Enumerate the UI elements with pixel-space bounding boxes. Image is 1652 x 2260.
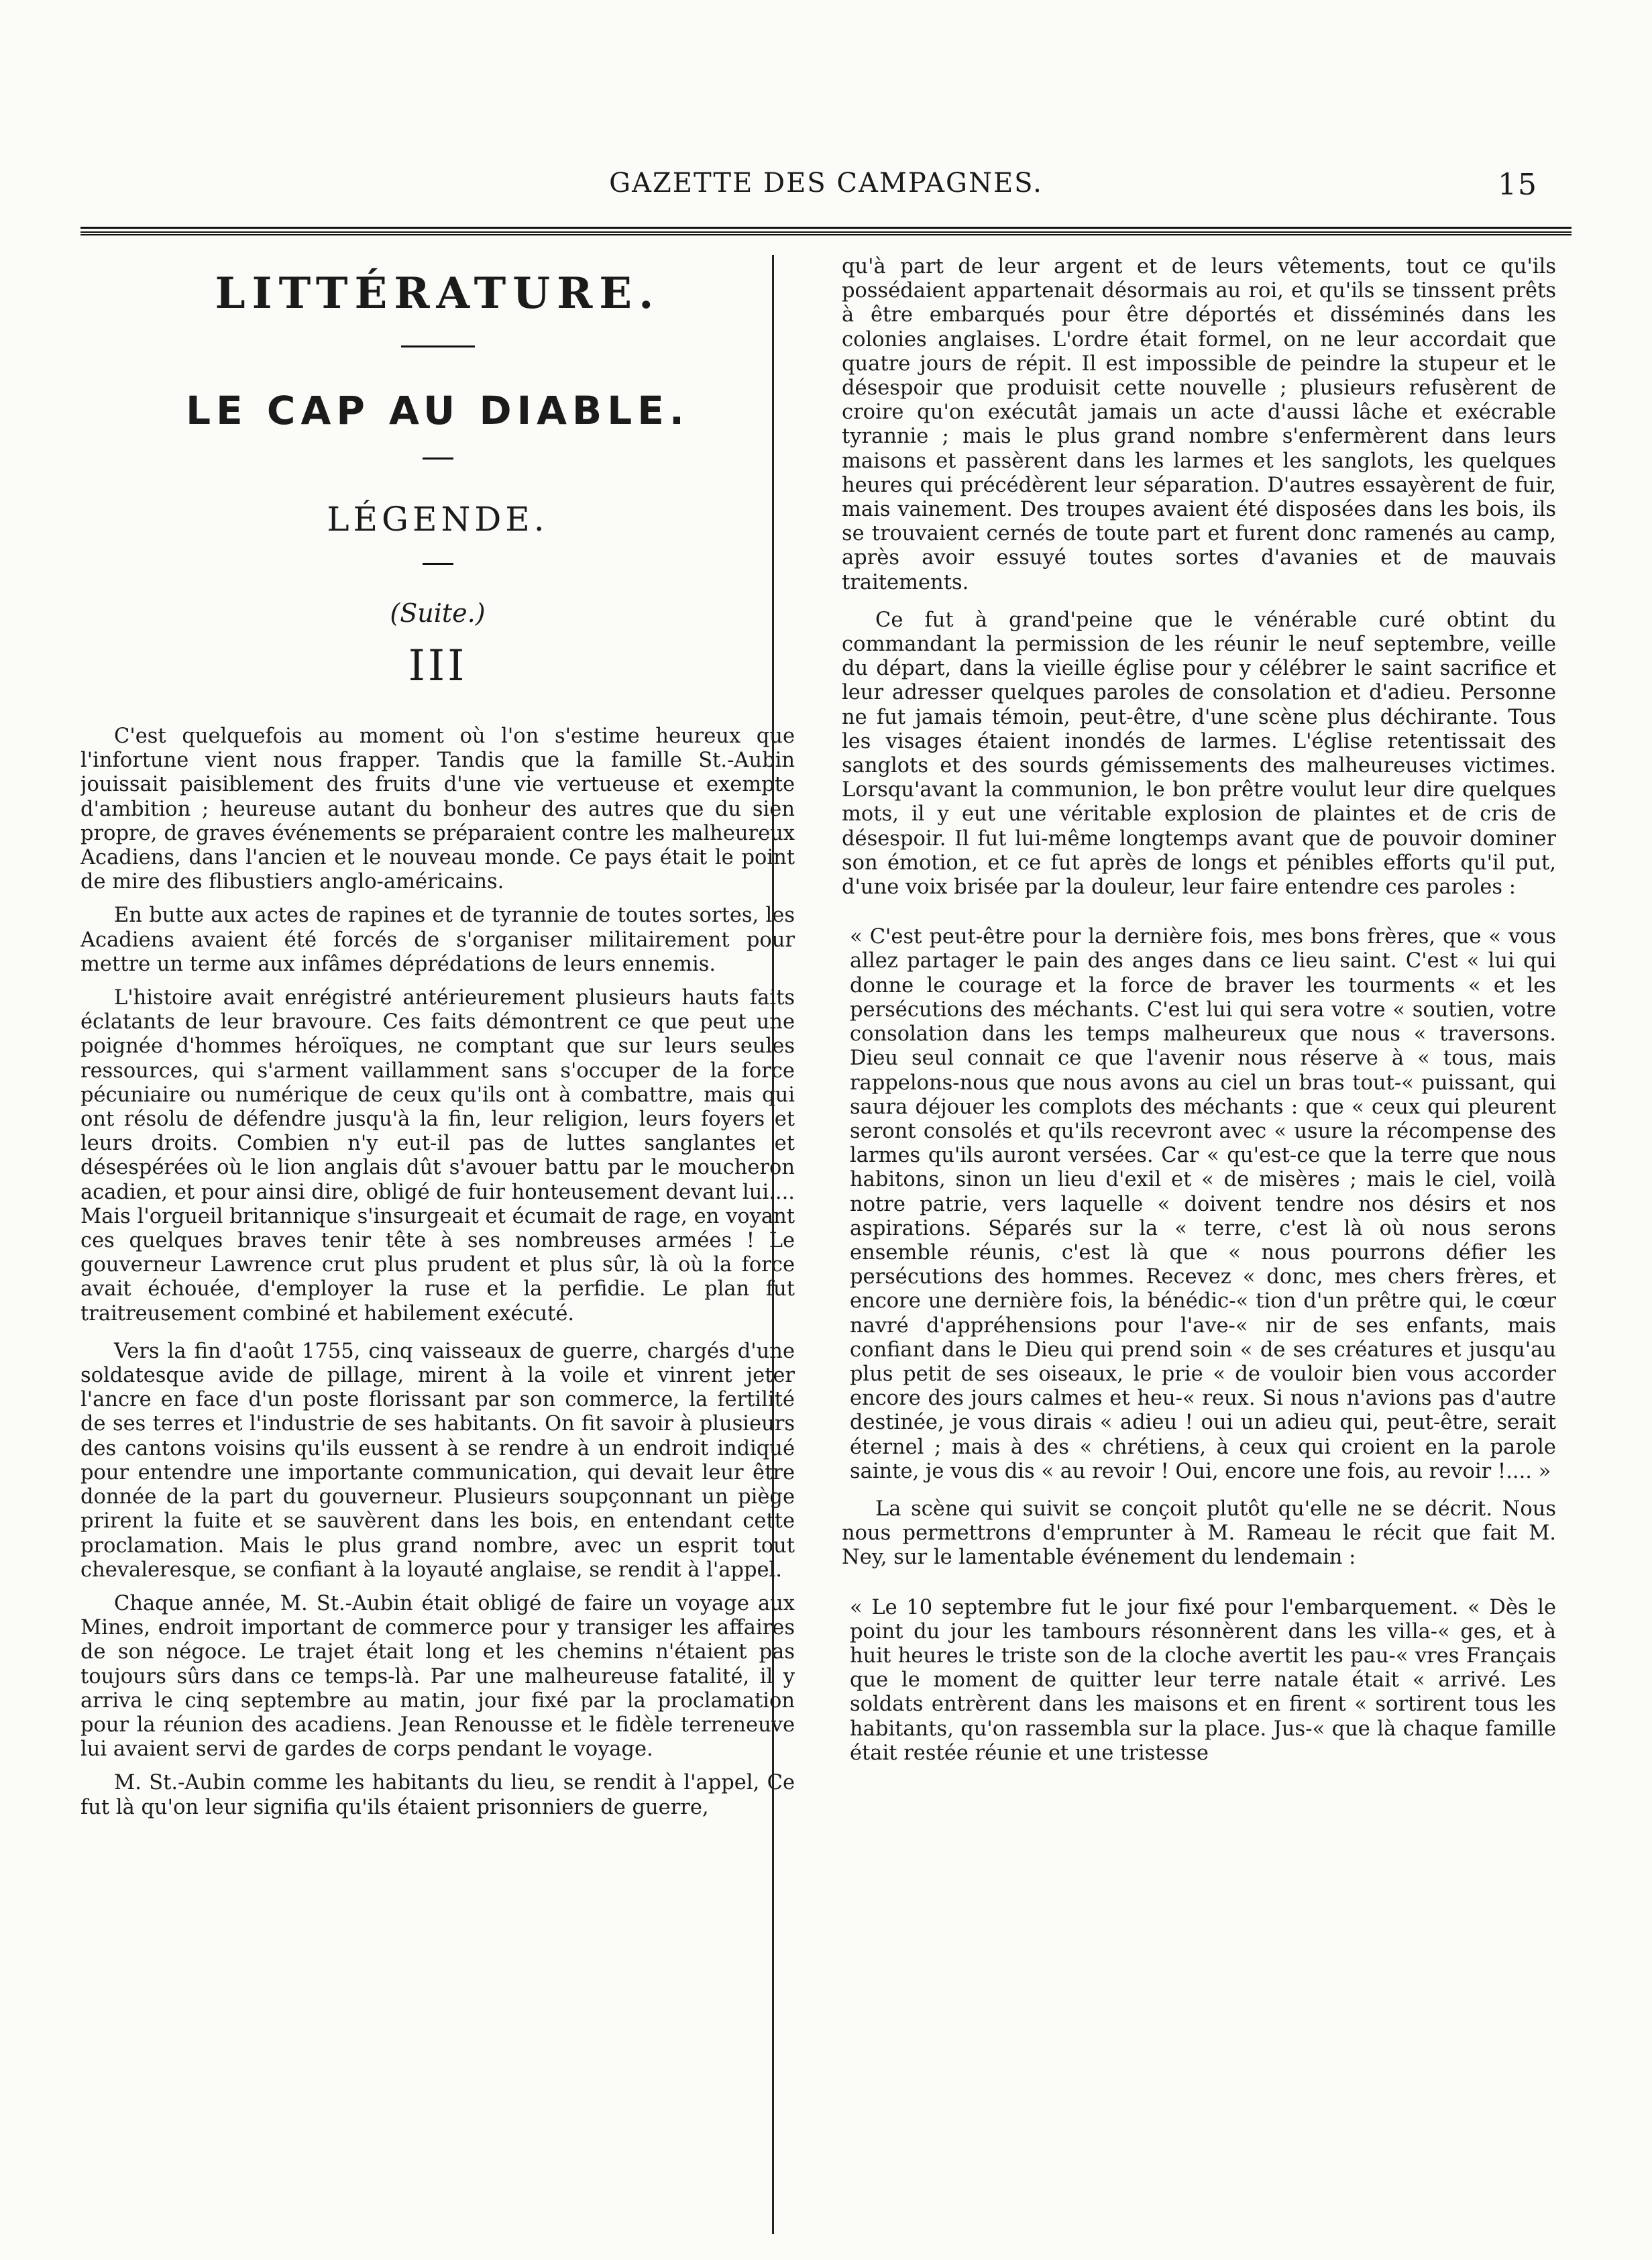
priest-speech: « C'est peut-être pour la dernière fois, mes bons frères, que « vous allez partager le pain des anges dans ce lieu saint. C'est « lui qui donne le courage et la force de braver les tourments « et les persécutions des méchants. C'est lui qui sera votre « soutien, votre consolation dans les temps malheureux que nous « traversons. Dieu seul connait ce que l'avenir nous réserve à « tous, mais rappelons-nous que nous avons au ciel un bras tout-« puissant, qui saura déjouer les complots des méchants : que « ceux qui pleurent seront consolés et qu'ils recevront avec « usure la récompense des larmes qu'ils auront versées. Car « qu'est-ce que la terre que nous habitons, sinon un lieu d'exil et « de misères ; mais le ciel, voilà notre patrie, vers laquelle « doivent tendre nos désirs et nos aspirations. Séparés sur la « terre, c'est là où nous serons ensemble réunis, c'est là que « nous pourrons défier les persécutions des hommes. Recevez « donc, mes chers frères, et encore une dernière fois, la bénédic-« tion d'un prêtre qui, le cœur navré d'appréhensions pour l'ave-« nir de ses enfants, mais confiant dans le Dieu qui prend soin « de ses créatures et jusqu'au plus petit de ses oiseaux, le prie « de vouloir bien vous accorder encore des jours calmes et heu-« reux. Si nous n'avions pas d'autre destinée, je vous dirais « adieu ! oui un adieu qui, peut-être, serait éternel ; mais à des « chrétiens, à ceux qui croient en la parole sainte, je vous dis « au revoir ! Oui, encore une fois, au revoir !.... » <box>850 925 1556 1483</box>
paragraph: C'est quelquefois au moment où l'on s'estime heureux que l'infortune vient nous frapper. Tandis que la famille St.-Aubin jouissait paisiblement des fruits d'une vie vertueuse et exempte d'ambition ; heureuse autant du bonheur des autres que du sien propre, de graves événements se préparaient contre les malheureux Acadiens, dans l'ancien et le nouveau monde. Ce pays était le point de mire des flibustiers anglo-américains. <box>80 724 795 894</box>
page-number: 15 <box>1498 168 1538 202</box>
paragraph: M. St.-Aubin comme les habitants du lieu, se rendit à l'appel, Ce fut là qu'on leur signifia qu'ils étaient prisonniers de guerre, <box>80 1771 795 1819</box>
paragraph: L'histoire avait enrégistré antérieurement plusieurs hauts faits éclatants de leur bravoure. Ces faits démontrent ce que peut une poignée d'hommes héroïques, ne comptant que sur leurs seules ressources, qui s'arment vaillamment sans s'occuper de la force pécuniaire ou numérique de ceux qu'ils ont à combattre, mais qui ont résolu de défendre jusqu'à la fin, leur religion, leurs foyers et leurs droits. Combien n'y eut-il pas de luttes sanglantes et désespérées où le lion anglais dût s'avouer battu par le moucheron acadien, et pour ainsi dire, obligé de fuir honteusement devant lui.... Mais l'orgueil britannique s'insurgeait et écumait de rage, en voyant ces quelques braves tenir tête à ses nombreuses armées ! Le gouverneur Lawrence crut plus prudent et plus sûr, là où la force avait échouée, d'employer la ruse et la perfidie. Le plan fut traitreusement combiné et habilement exécuté. <box>80 986 795 1326</box>
newspaper-title: GAZETTE DES CAMPAGNES. <box>609 168 1043 199</box>
running-header <box>0 168 1652 215</box>
paragraph: qu'à part de leur argent et de leurs vêtements, tout ce qu'ils possédaient appartenait désormais au roi, et qu'ils se tinssent prêts à être embarqués pour être déportés et disséminés dans les colonies anglaises. L'ordre était formel, on ne leur accordait que quatre jours de répit. Il est impossible de peindre la stupeur et le désespoir que produisit cette nouvelle ; plusieurs refusèrent de croire qu'on exécutât jamais un acte d'aussi lâche et exécrable tyrannie ; mais le plus grand nombre s'enfermèrent dans leurs maisons et passèrent dans les larmes et les sanglots, les quelques heures qui précédèrent leur séparation. D'autres essayèrent de fuir, mais vainement. Des troupes avaient été disposées dans les bois, ils se trouvaient cernés de toute part et furent donc ramenés au camp, après avoir essuyé toutes sortes d'avanies et de mauvais traitements. <box>842 255 1556 594</box>
header-rule <box>80 227 1572 235</box>
ornament-rule <box>401 345 475 347</box>
suite-label: (Suite.) <box>390 598 486 628</box>
left-column <box>80 255 795 2227</box>
right-column <box>842 255 1556 2227</box>
ornament-rule <box>423 458 453 460</box>
genre-heading: LÉGENDE. <box>327 500 549 539</box>
paragraph: Ce fut à grand'peine que le vénérable curé obtint du commandant la permission de les réunir le neuf septembre, veille du départ, dans la vieille église pour y célébrer le saint sacrifice et leur adresser quelques paroles de consolation et d'adieu. Personne ne fut jamais témoin, peut-être, d'une scène plus déchirante. Tous les visages étaient inondés de larmes. L'église retentissait des sanglots et des sourds gémissements des malheureuses victimes. Lorsqu'avant la communion, le bon prêtre voulut leur dire quelques mots, il y eut une véritable explosion de plaintes et de cris de désespoir. Il fut lui-même longtemps avant que de pouvoir dominer son émotion, et ce fut après de longs et pénibles efforts qu'il put, d'une voix brisée par la douleur, leur faire entendre ces paroles : <box>842 608 1556 900</box>
article-columns <box>80 255 1556 2227</box>
paragraph: Vers la fin d'août 1755, cinq vaisseaux de guerre, chargés d'une soldatesque avide de pillage, mirent à la voile et vinrent jeter l'ancre en face d'un poste florissant par son commerce, la fertilité de ses terres et l'industrie de ses habitants. On fit savoir à plusieurs des cantons voisins qu'ils eussent à se rendre à un endroit indiqué pour entendre une importante communication, qui devait leur être donnée de la part du gouverneur. Plusieurs soupçonnant un piège prirent la fuite et se sauvèrent dans les bois, en entendant cette proclamation. Mais le plus grand nombre, avec un esprit tout chevaleresque, se confiant à la loyauté anglaise, se rendit à l'appel. <box>80 1339 795 1582</box>
section-heading: LITTÉRATURE. <box>215 268 661 319</box>
story-title: LE CAP AU DIABLE. <box>186 388 690 433</box>
chapter-number: III <box>408 641 467 691</box>
paragraph: La scène qui suivit se conçoit plutôt qu'elle ne se décrit. Nous nous permettrons d'emprunter à M. Rameau le récit que fait M. Ney, sur le lamentable événement du lendemain : <box>842 1497 1556 1570</box>
quoted-account: « Le 10 septembre fut le jour fixé pour l'embarquement. « Dès le point du jour les tambours résonnèrent dans les villa-« ges, et à huit heures le triste son de la cloche avertit les pau-« vres Français que le moment de quitter leur terre natale était « arrivé. Les soldats entrèrent dans les maisons et en firent « sortirent tous les habitants, qu'on rassembla sur la place. Jus-« que là chaque famille était restée réunie et une tristesse <box>850 1595 1556 1765</box>
paragraph: Chaque année, M. St.-Aubin était obligé de faire un voyage aux Mines, endroit important de commerce pour y transiger les affaires de son négoce. Le trajet était long et les chemins n'étaient pas toujours sûrs dans ce temps-là. Par une malheureuse fatalité, il y arriva le cinq septembre au matin, jour fixé par la proclamation pour la réunion des acadiens. Jean Renousse et le fidèle terreneuve lui avaient servi de gardes de corps pendant le voyage. <box>80 1591 795 1762</box>
paragraph: En butte aux actes de rapines et de tyrannie de toutes sortes, les Acadiens avaient été forcés de s'organiser militairement pour mettre un terme aux infâmes déprédations de leurs ennemis. <box>80 904 795 976</box>
ornament-rule <box>423 563 453 565</box>
